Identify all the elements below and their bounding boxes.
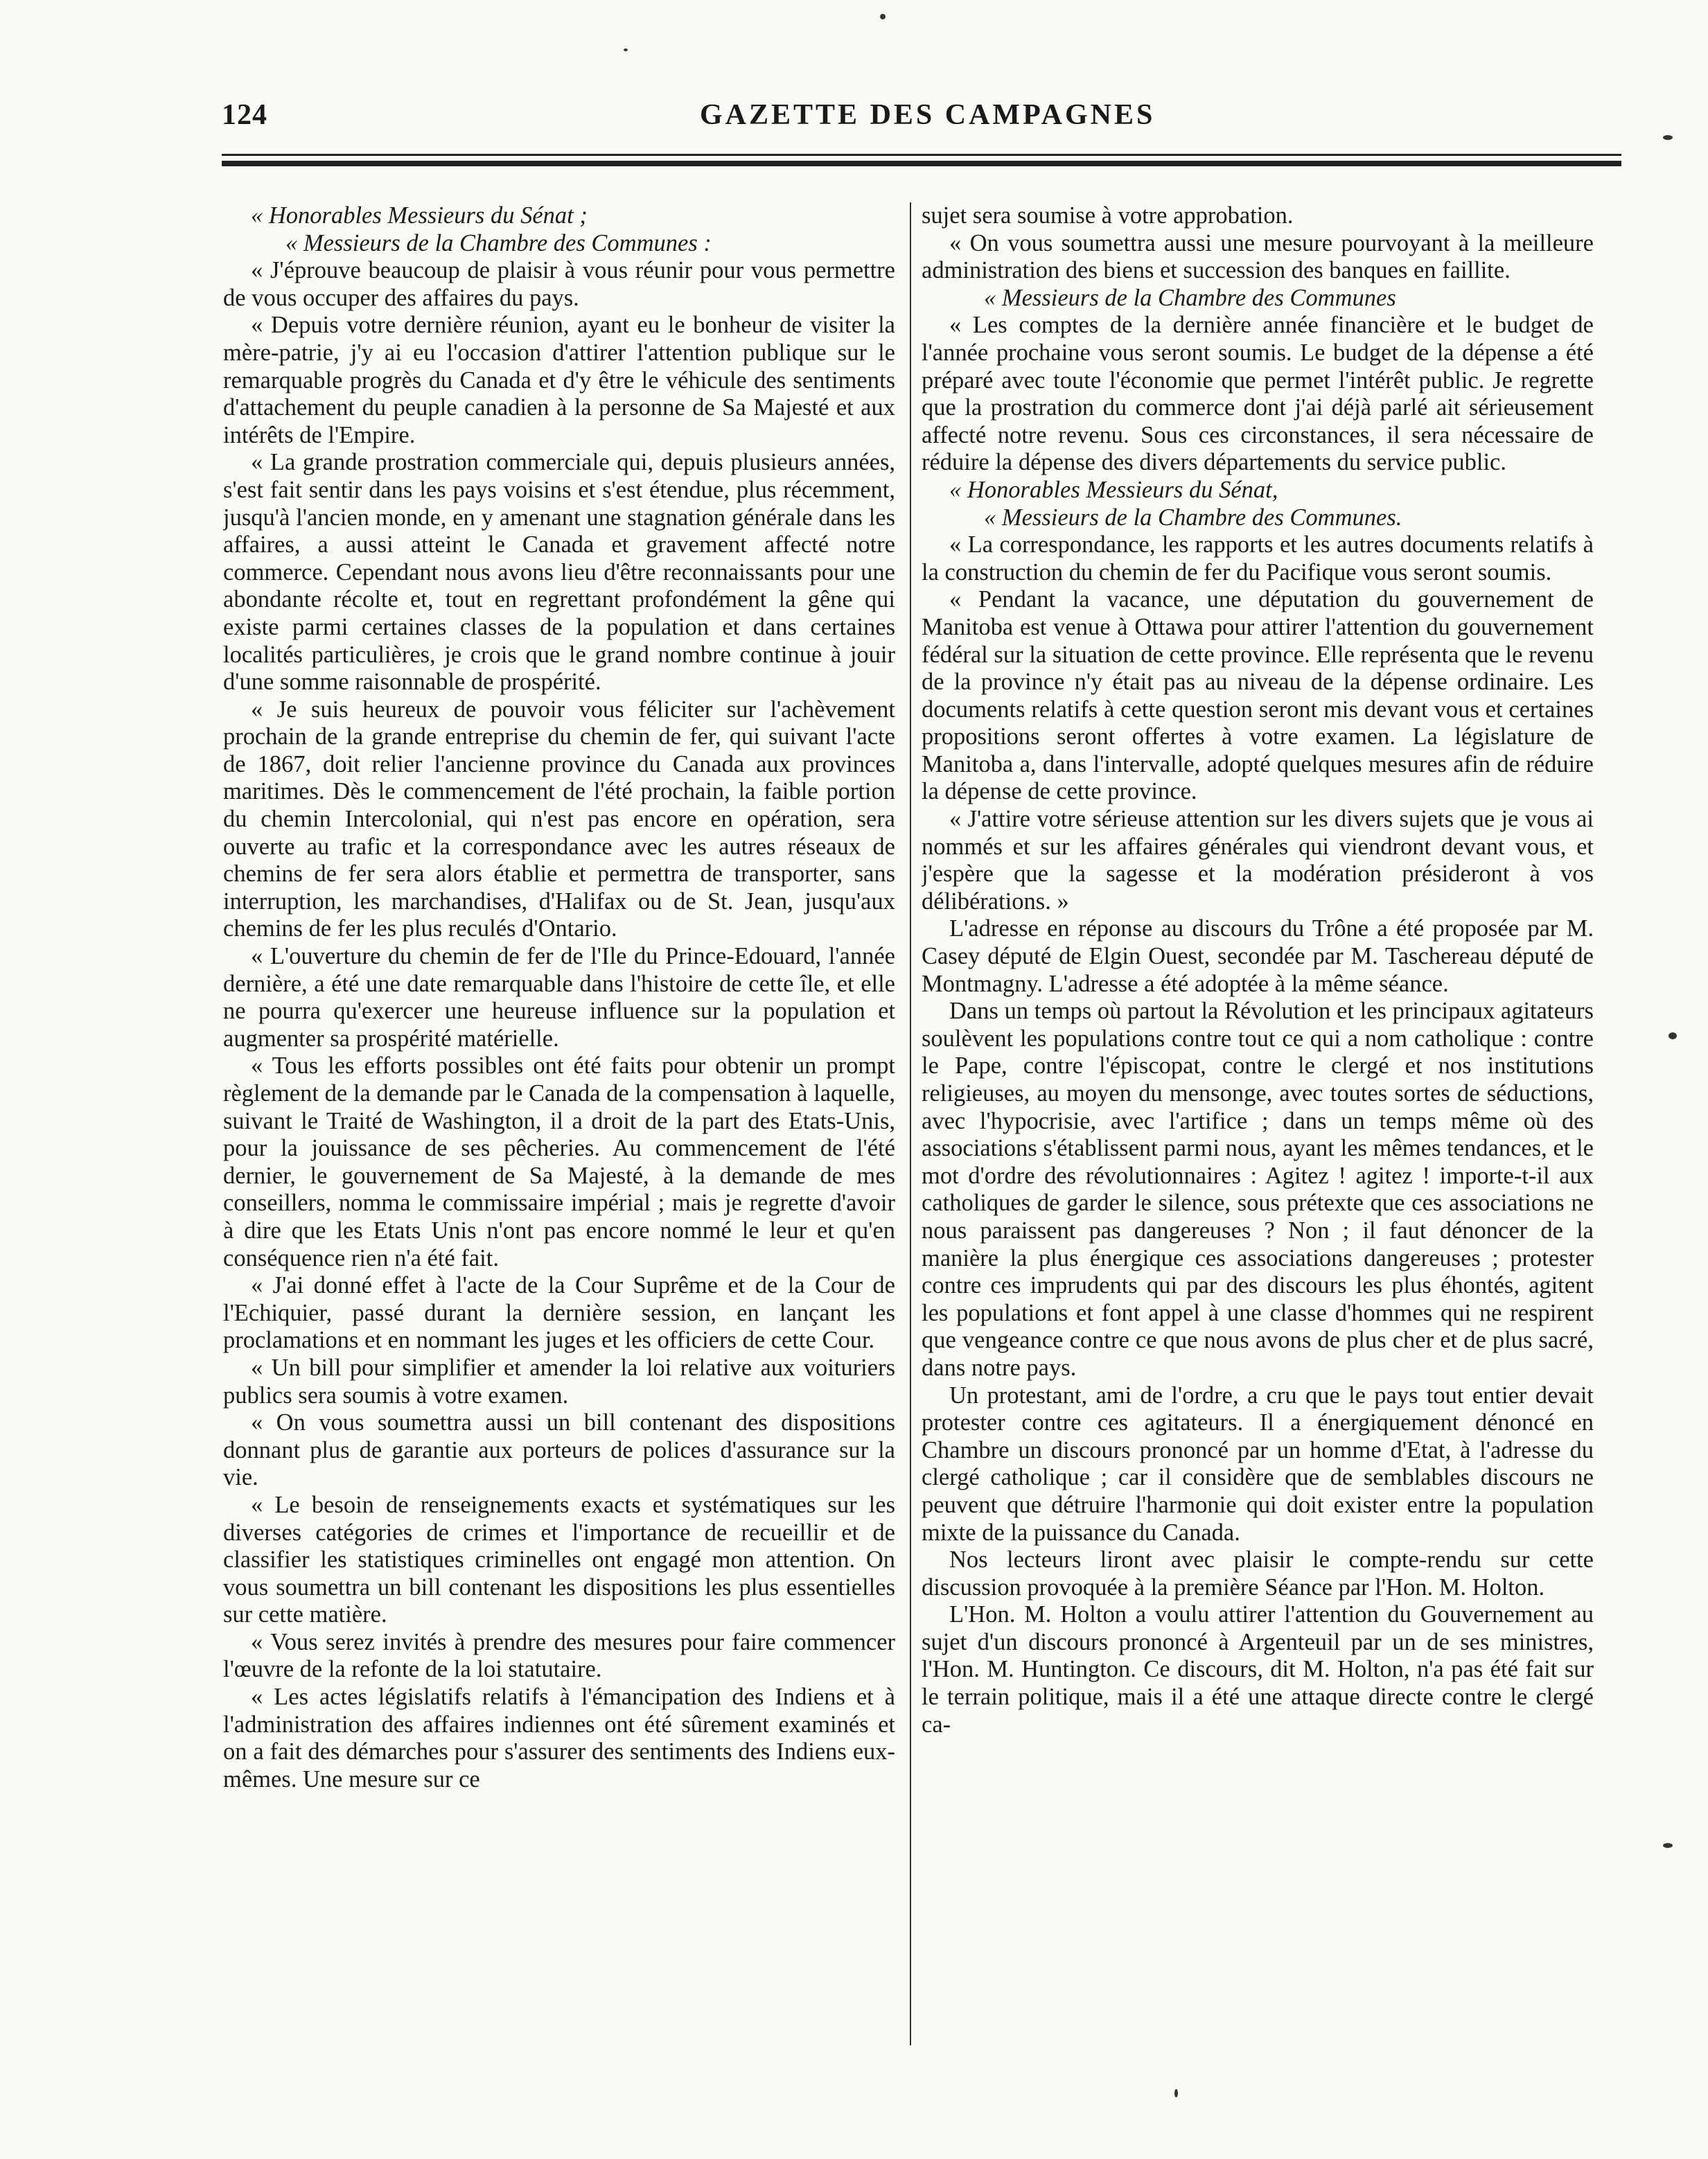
print-speck (1663, 1843, 1673, 1848)
paragraph: « L'ouverture du chemin de fer de l'Ile du Prince-Edouard, l'année dernière, a été une date remarquable dans l'histoire de cette île, et elle ne pourra qu'exercer une heureuse influence sur la population et augmenter sa prospérité matérielle. (223, 943, 895, 1052)
paragraph: « Depuis votre dernière réunion, ayant eu le bonheur de visiter la mère-patrie, j'y ai eu l'occasion d'attirer l'attention publique sur le remarquable progrès du Canada et d'y être le véhicule des sentiments d'attachement du peuple canadien à la personne de Sa Majesté et aux intérêts de l'Empire. (223, 312, 895, 448)
print-speck (624, 49, 628, 51)
paragraph: Dans un temps où partout la Révolution et les principaux agitateurs soulèvent les populations contre tout ce qui a nom catholique : contre le Pape, contre l'épiscopat, contre le clergé et nos institutions religieuses, au moyen du mensonge, avec toutes sortes de séductions, avec l'hypocrisie, avec l'artifice ; dans un temps même où des associations s'établissent parmi nous, ayant les mêmes tendances, et le mot d'ordre des révolutionnaires : Agitez ! agitez ! importe-t-il aux catholiques de garder le silence, sous prétexte que ces associations ne nous paraissent pas dangereuses ? Non ; il faut dénoncer de la manière la plus énergique ces associations dangereuses ; protester contre ces imprudents qui par des discours les plus éhontés, agitent les populations et font appel à une classe d'hommes qui ne respirent que vengeance contre ce que nous avons de plus cher et de plus sacré, dans notre pays. (922, 998, 1594, 1381)
paragraph: Nos lecteurs liront avec plaisir le compte-rendu sur cette discussion provoquée à la première Séance par l'Hon. M. Holton. (922, 1546, 1594, 1601)
salutation-commons: « Messieurs de la Chambre des Communes (984, 284, 1396, 311)
paragraph: « Le besoin de renseignements exacts et systématiques sur les diverses catégories de crimes et l'importance de recueillir et de classifier les statistiques criminelles ont engagé mon attention. On vous soumettra un bill contenant les dispositions les plus essentielles sur cette matière. (223, 1491, 895, 1628)
header-rule-thick (222, 161, 1621, 166)
running-title: GAZETTE DES CAMPAGNES (700, 99, 1156, 131)
paragraph: « Un bill pour simplifier et amender la loi relative aux voituriers publics sera soumis à votre examen. (223, 1354, 895, 1409)
paragraph: « Les comptes de la dernière année financière et le budget de l'année prochaine vous seront soumis. Le budget de la dépense a été préparé avec toute l'économie que permet l'intérêt public. Je regrette que la prostration du commerce dont j'ai déjà parlé ait sérieusement affecté notre revenu. Sous ces circonstances, il sera nécessaire de réduire la dépense des divers départements du service public. (922, 312, 1594, 476)
paragraph: Un protestant, ami de l'ordre, a cru que le pays tout entier devait protester contre ces agitateurs. Il a énergiquement dénoncé en Chambre un discours prononcé par un homme d'Etat, à l'adresse du clergé catholique ; car il considère que de semblables discours ne peuvent que détruire l'harmonie qui doit exister entre la population mixte de la puissance du Canada. (922, 1382, 1594, 1546)
paragraph: « Les actes législatifs relatifs à l'émancipation des Indiens et à l'administration des affaires indiennes ont été sûrement examinés et on a fait des démarches pour s'assurer des sentiments des Indiens eux-mêmes. Une mesure sur ce (223, 1684, 895, 1792)
salutation-senate: « Honorables Messieurs du Sénat ; (251, 202, 588, 229)
paragraph: « J'éprouve beaucoup de plaisir à vous réunir pour vous permettre de vous occuper des affaires du pays. (223, 257, 895, 311)
print-speck (1669, 1032, 1677, 1039)
print-speck (1663, 135, 1673, 140)
salutation-commons: « Messieurs de la Chambre des Communes. (984, 504, 1402, 531)
paragraph: « Je suis heureux de pouvoir vous féliciter sur l'achèvement prochain de la grande entreprise du chemin de fer, qui suivant l'acte de 1867, doit relier l'ancienne province du Canada aux provinces maritimes. Dès le commencement de l'été prochain, la faible portion du chemin Intercolonial, qui n'est pas encore en opération, sera ouverte au trafic et la correspondance avec les autres réseaux de chemins de fer sera alors établie et permettra de transporter, sans interruption, les marchandises, d'Halifax ou de St. Jean, jusqu'aux chemins de fer les plus reculés d'Ontario. (223, 696, 895, 942)
print-speck (1174, 2089, 1178, 2097)
paragraph: L'adresse en réponse au discours du Trône a été proposée par M. Casey député de Elgin Ouest, secondée par M. Taschereau député de Montmagny. L'adresse a été adoptée à la même séance. (922, 915, 1594, 997)
left-column (223, 202, 895, 2045)
header-rule-thin (222, 154, 1621, 156)
column-divider (910, 202, 911, 2045)
salutation-commons: « Messieurs de la Chambre des Communes : (285, 229, 712, 256)
page-header (222, 90, 1621, 146)
paragraph: « On vous soumettra aussi une mesure pourvoyant à la meilleure administration des biens et succession des banques en faillite. (922, 229, 1594, 284)
paragraph: « La grande prostration commerciale qui, depuis plusieurs années, s'est fait sentir dans les pays voisins et s'est étendue, plus récemment, jusqu'à l'ancien monde, en y amenant une stagnation générale dans les affaires, a aussi atteint le Canada et gravement affecté notre commerce. Cependant nous avons lieu d'être reconnaissants pour une abondante récolte et, tout en regrettant profondément la gêne qui existe parmi certaines classes de la population et dans certaines localités particulières, je crois que le grand nombre continue à jouir d'une somme raisonnable de prospérité. (223, 449, 895, 696)
paragraph: L'Hon. M. Holton a voulu attirer l'attention du Gouvernement au sujet d'un discours prononcé à Argenteuil par un de ses ministres, l'Hon. M. Huntington. Ce discours, dit M. Holton, n'a pas été fait sur le terrain politique, mais il a été une attaque directe contre le clergé ca- (922, 1601, 1594, 1738)
paragraph: « J'ai donné effet à l'acte de la Cour Suprême et de la Cour de l'Echiquier, passé durant la dernière session, en lançant les proclamations et en nommant les juges et les officiers de cette Cour. (223, 1272, 895, 1354)
paragraph: « La correspondance, les rapports et les autres documents relatifs à la construction du chemin de fer du Pacifique vous seront soumis. (922, 531, 1594, 585)
paragraph: « Pendant la vacance, une députation du gouvernement de Manitoba est venue à Ottawa pour attirer l'attention du gouvernement fédéral sur la situation de cette province. Elle représenta que le revenu de la province n'y était pas au niveau de la dépense ordinaire. Les documents relatifs à cette question seront mis devant vous et certaines propositions seront offertes à votre examen. La législature de Manitoba a, dans l'intervalle, adopté quelques mesures afin de réduire la dépense de cette province. (922, 586, 1594, 805)
paragraph: « Tous les efforts possibles ont été faits pour obtenir un prompt règlement de la demande par le Canada de la compensation à laquelle, suivant le Traité de Washington, il a droit de la part des Etats-Unis, pour la jouissance de ses pêcheries. Au commencement de l'été dernier, le gouvernement de Sa Majesté, à la demande de mes conseillers, nomma le commissaire impérial ; mais je regrette d'avoir à dire que les Etats Unis n'ont pas encore nommé le leur et qu'en conséquence rien n'a été fait. (223, 1052, 895, 1271)
paragraph: « On vous soumettra aussi un bill contenant des dispositions donnant plus de garantie aux porteurs de polices d'assurance sur la vie. (223, 1409, 895, 1491)
paragraph: « J'attire votre sérieuse attention sur les divers sujets que je vous ai nommés et sur les affaires générales qui viendront devant vous, et j'espère que la sagesse et la modération présideront à vos délibérations. » (922, 806, 1594, 915)
page-number: 124 (222, 99, 267, 131)
paragraph-continuation: sujet sera soumise à votre approbation. (922, 202, 1294, 229)
salutation-senate: « Honorables Messieurs du Sénat, (949, 476, 1278, 503)
paragraph: « Vous serez invités à prendre des mesures pour faire commencer l'œuvre de la refonte de la loi statutaire. (223, 1628, 895, 1683)
print-speck (880, 14, 886, 19)
right-column (922, 202, 1594, 2045)
